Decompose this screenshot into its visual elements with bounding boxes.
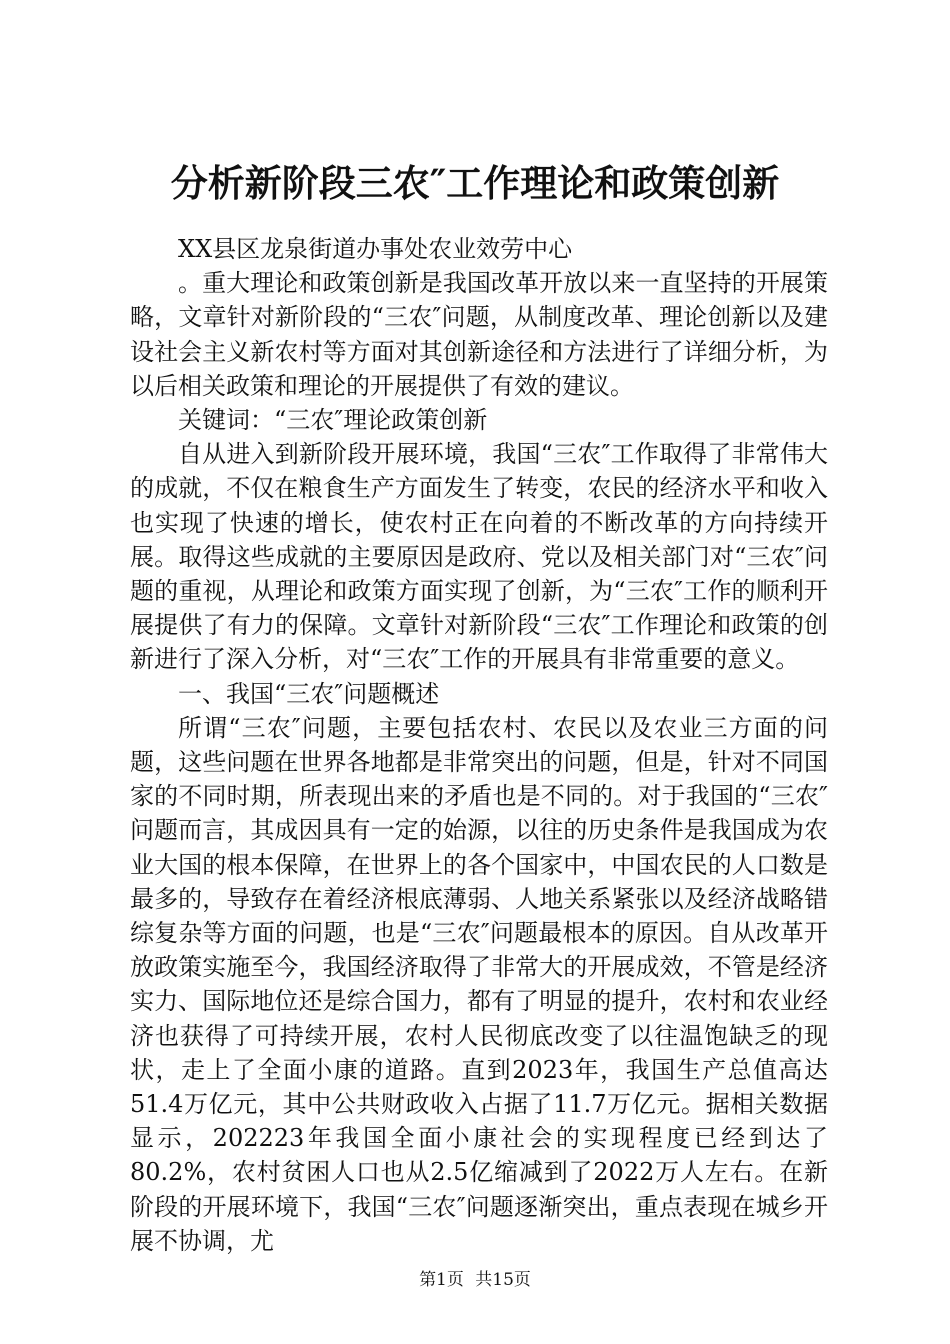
section-heading: 一、我国“三农″问题概述 (178, 679, 440, 708)
page-number: 第1页 (419, 1270, 464, 1290)
document-title: 分析新阶段三农″工作理论和政策创新 (170, 161, 780, 205)
page-footer (0, 1268, 950, 1292)
abstract-paragraph: 。重大理论和政策创新是我国改革开放以来一直坚持的开展策略，文章针对新阶段的“三农″问题，从制度改革、理论创新以及建设社会主义新农村等方面对其创新途径和方法进行了详细分析，为以后相关政策和理论的开展提供了有效的建议。 (130, 269, 828, 400)
keywords-line: 关键词：“三农″理论政策创新 (178, 406, 488, 435)
page-total: 共15页 (475, 1270, 531, 1290)
body-paragraph: 所谓“三农″问题，主要包括农村、农民以及农业三方面的问题，这些问题在世界各地都是非常突出的问题，但是，针对不同国家的不同时期，所表现出来的矛盾也是不同的。对于我国的“三农″问题而言，其成因具有一定的始源，以往的历史条件是我国成为农业大国的根本保障，在世界上的各个国家中，中国农民的人口数是最多的，导致存在着经济根底薄弱、人地关系紧张以及经济战略错综复杂等方面的问题，也是“三农″问题最根本的原因。自从改革开放政策实施至今，我国经济取得了非常大的开展成效，不管是经济实力、国际地位还是综合国力，都有了明显的提升，农村和农业经济也获得了可持续开展，农村人民彻底改变了以往温饱缺乏的现状，走上了全面小康的道路。直到2023年，我国生产总值高达51.4万亿元，其中公共财政收入占据了11.7万亿元。据相关数据显示，202223年我国全面小康社会的实现程度已经到达了80.2%，农村贫困人口也从2.5亿缩减到了2022万人左右。在新阶段的开展环境下，我国“三农″问题逐渐突出，重点表现在城乡开展不协调，尤 (130, 713, 828, 1255)
author-affiliation: XX县区龙泉街道办事处农业效劳中心 (178, 235, 573, 263)
intro-paragraph: 自从进入到新阶段开展环境，我国“三农″工作取得了非常伟大的成就，不仅在粮食生产方面发生了转变，农民的经济水平和收入也实现了快速的增长，使农村正在向着的不断改革的方向持续开展。取得这些成就的主要原因是政府、党以及相关部门对“三农″问题的重视，从理论和政策方面实现了创新，为“三农″工作的顺利开展提供了有力的保障。文章针对新阶段“三农″工作理论和政策的创新进行了深入分析，对“三农″工作的开展具有非常重要的意义。 (130, 440, 828, 674)
document-body (130, 232, 828, 1258)
